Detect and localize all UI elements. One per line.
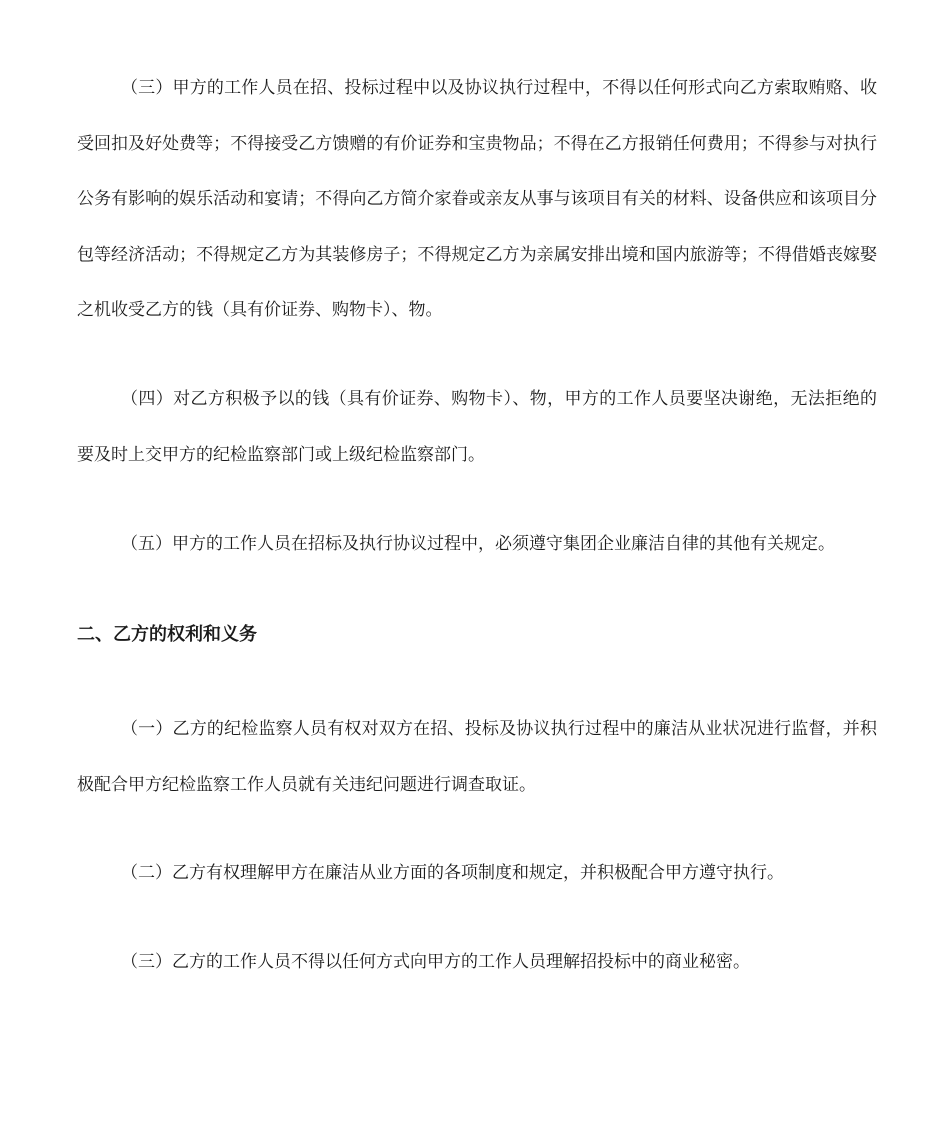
section-heading-party-b: 二、乙方的权利和义务 — [77, 624, 257, 645]
paragraph-party-b-clause-3: （三）乙方的工作人员不得以任何方式向甲方的工作人员理解招投标中的商业秘密。 — [121, 952, 750, 972]
paragraph-party-b-clause-1: （一）乙方的纪检监察人员有权对双方在招、投标及协议执行过程中的廉洁从业状况进行监督，并积极配合甲方纪检监察工作人员就有关违纪问题进行调查取证。 — [77, 719, 877, 795]
paragraph-party-a-clause-5: （五）甲方的工作人员在招标及执行协议过程中，必须遵守集团企业廉洁自律的其他有关规定。 — [121, 534, 835, 554]
paragraph-party-b-clause-2: （二）乙方有权理解甲方在廉洁从业方面的各项制度和规定，并积极配合甲方遵守执行。 — [121, 863, 784, 883]
paragraph-party-a-clause-3: （三）甲方的工作人员在招、投标过程中以及协议执行过程中，不得以任何形式向乙方索取贿赂、收受回扣及好处费等；不得接受乙方馈赠的有价证券和宝贵物品；不得在乙方报销任何费用；不得参与对执行公务有影响的娱乐活动和宴请；不得向乙方简介家眷或亲友从事与该项目有关的材料、设备供应和该项目分包等经济活动；不得规定乙方为其装修房子；不得规定乙方为亲属安排出境和国内旅游等；不得借婚丧嫁娶之机收受乙方的钱（具有价证券、购物卡）、物。 — [77, 78, 877, 320]
paragraph-party-a-clause-4: （四）对乙方积极予以的钱（具有价证券、购物卡）、物，甲方的工作人员要坚决谢绝，无法拒绝的要及时上交甲方的纪检监察部门或上级纪检监察部门。 — [77, 389, 877, 465]
